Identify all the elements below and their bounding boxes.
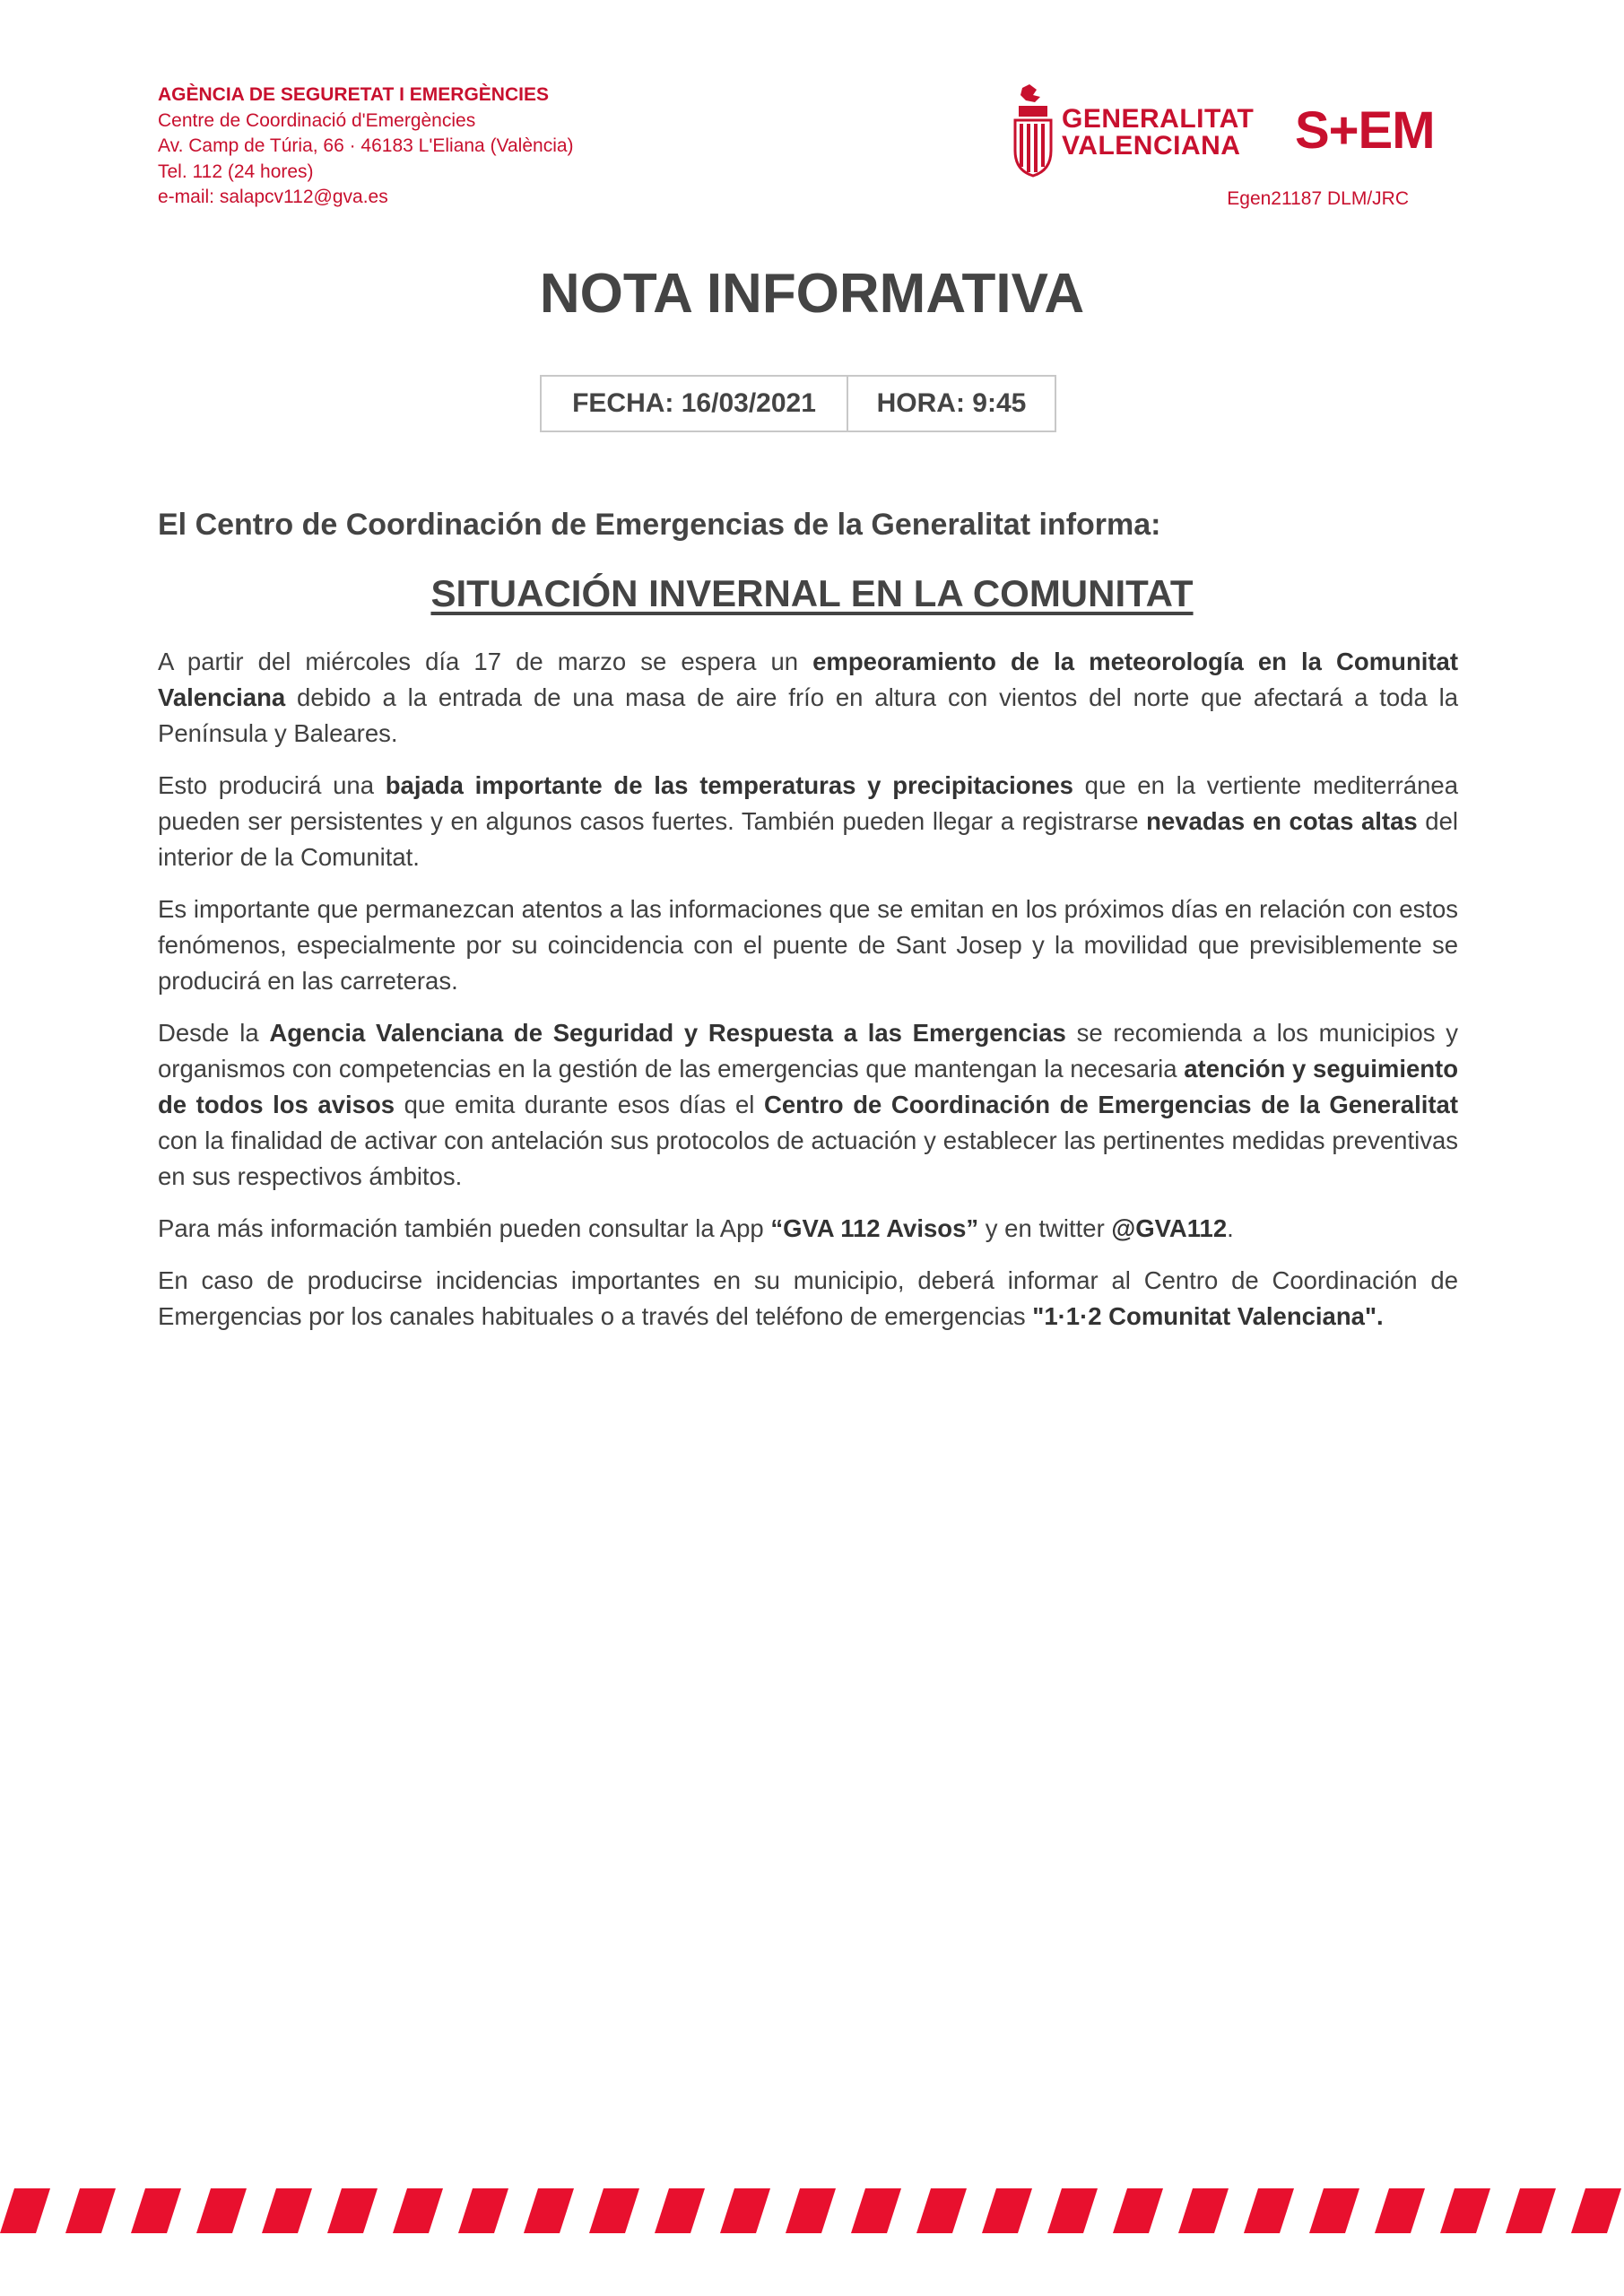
centre-name: Centre de Coordinació d'Emergències xyxy=(158,109,476,131)
footer-stripe xyxy=(262,2188,312,2233)
agency-name: AGÈNCIA DE SEGURETAT I EMERGÈNCIES xyxy=(158,84,549,105)
phone: Tel. 112 (24 hores) xyxy=(158,161,314,182)
footer-stripe xyxy=(1047,2188,1098,2233)
footer-stripe xyxy=(720,2188,770,2233)
generalitat-wordmark xyxy=(1062,106,1254,160)
footer-stripe xyxy=(327,2188,378,2233)
generalitat-line1: GENERALITAT xyxy=(1062,104,1255,134)
subject-heading: SITUACIÓN INVERNAL EN LA COMUNITAT xyxy=(430,572,1194,614)
footer-stripe xyxy=(982,2188,1032,2233)
footer-stripe xyxy=(851,2188,901,2233)
paragraph-6: En caso de producirse incidencias importantes en su municipio, deberá informar al Centro de Coordinación de Emergencias por los canales habituales o a través del teléfono de emergencias "1·1·2 Comunitat Valenciana". xyxy=(158,1266,1458,1330)
body-text xyxy=(158,644,1458,1351)
time-label: HORA: 9:45 xyxy=(876,388,1027,418)
date-time-box xyxy=(540,375,1056,432)
footer-stripe xyxy=(131,2188,181,2233)
footer-stripe xyxy=(1571,2188,1621,2233)
footer-stripe xyxy=(786,2188,836,2233)
footer-stripe xyxy=(589,2188,639,2233)
email: e-mail: salapcv112@gva.es xyxy=(158,187,388,207)
footer-stripe xyxy=(1244,2188,1294,2233)
footer-stripe xyxy=(1506,2188,1556,2233)
footer-stripe xyxy=(458,2188,508,2233)
generalitat-emblem-icon xyxy=(1010,84,1056,178)
logos xyxy=(1010,83,1458,181)
generalitat-logo xyxy=(1010,83,1255,181)
footer-stripe xyxy=(1440,2188,1490,2233)
generalitat-line2: VALENCIANA xyxy=(1062,131,1241,161)
footer-stripe xyxy=(524,2188,574,2233)
paragraph-2: Esto producirá una bajada importante de las temperaturas y precipitaciones que en la vertiente mediterránea pueden ser persistentes y en algunos casos fuertes. También pueden llegar a registrarse nevadas en cotas altas del interior de la Comunitat. xyxy=(158,771,1458,871)
footer-stripe xyxy=(916,2188,967,2233)
paragraph-5: Para más información también pueden consultar la App “GVA 112 Avisos” y en twitter @GVA112. xyxy=(158,1214,1234,1242)
intro-heading: El Centro de Coordinación de Emergencias de la Generalitat informa: xyxy=(158,508,1161,542)
footer-stripe xyxy=(1178,2188,1229,2233)
footer-stripe xyxy=(1309,2188,1359,2233)
address: Av. Camp de Túria, 66 · 46183 L'Eliana (València) xyxy=(158,135,574,156)
footer-stripe xyxy=(196,2188,247,2233)
footer-stripe xyxy=(0,2188,50,2233)
date-label: FECHA: 16/03/2021 xyxy=(542,377,848,430)
paragraph-4: Desde la Agencia Valenciana de Seguridad y Respuesta a las Emergencias se recomienda a los municipios y organismos con competencias en la gestión de las emergencias que mantengan la necesaria atención y seguimiento de todos los avisos que emita durante esos días el Centro de Coordinación de Emergencias de la Generalitat con la finalidad de activar con antelación sus protocolos de actuación y establecer las pertinentes medidas preventivas en sus respectivos ámbitos. xyxy=(158,1019,1459,1190)
sem-logo: S+EM xyxy=(1295,101,1435,160)
footer-stripe xyxy=(1113,2188,1163,2233)
footer-stripe xyxy=(655,2188,705,2233)
paragraph-1: A partir del miércoles día 17 de marzo se espera un empeoramiento de la meteorología en la Comunitat Valenciana debido a la entrada de una masa de aire frío en altura con vientos del norte que afectará a toda la Península y Baleares. xyxy=(158,648,1459,747)
reference-code: Egen21187 DLM/JRC xyxy=(1227,188,1409,209)
footer-stripe xyxy=(1375,2188,1425,2233)
footer-stripe xyxy=(65,2188,116,2233)
footer-stripe xyxy=(393,2188,443,2233)
sender-block xyxy=(158,83,574,211)
document-title: NOTA INFORMATIVA xyxy=(539,263,1085,325)
paragraph-3: Es importante que permanezcan atentos a las informaciones que se emitan en los próximos días en relación con estos fenómenos, especialmente por su coincidencia con el puente de Sant Josep y la movilidad que previsiblemente se producirá en las carreteras. xyxy=(158,895,1458,995)
footer-stripe-band xyxy=(0,2188,1624,2233)
